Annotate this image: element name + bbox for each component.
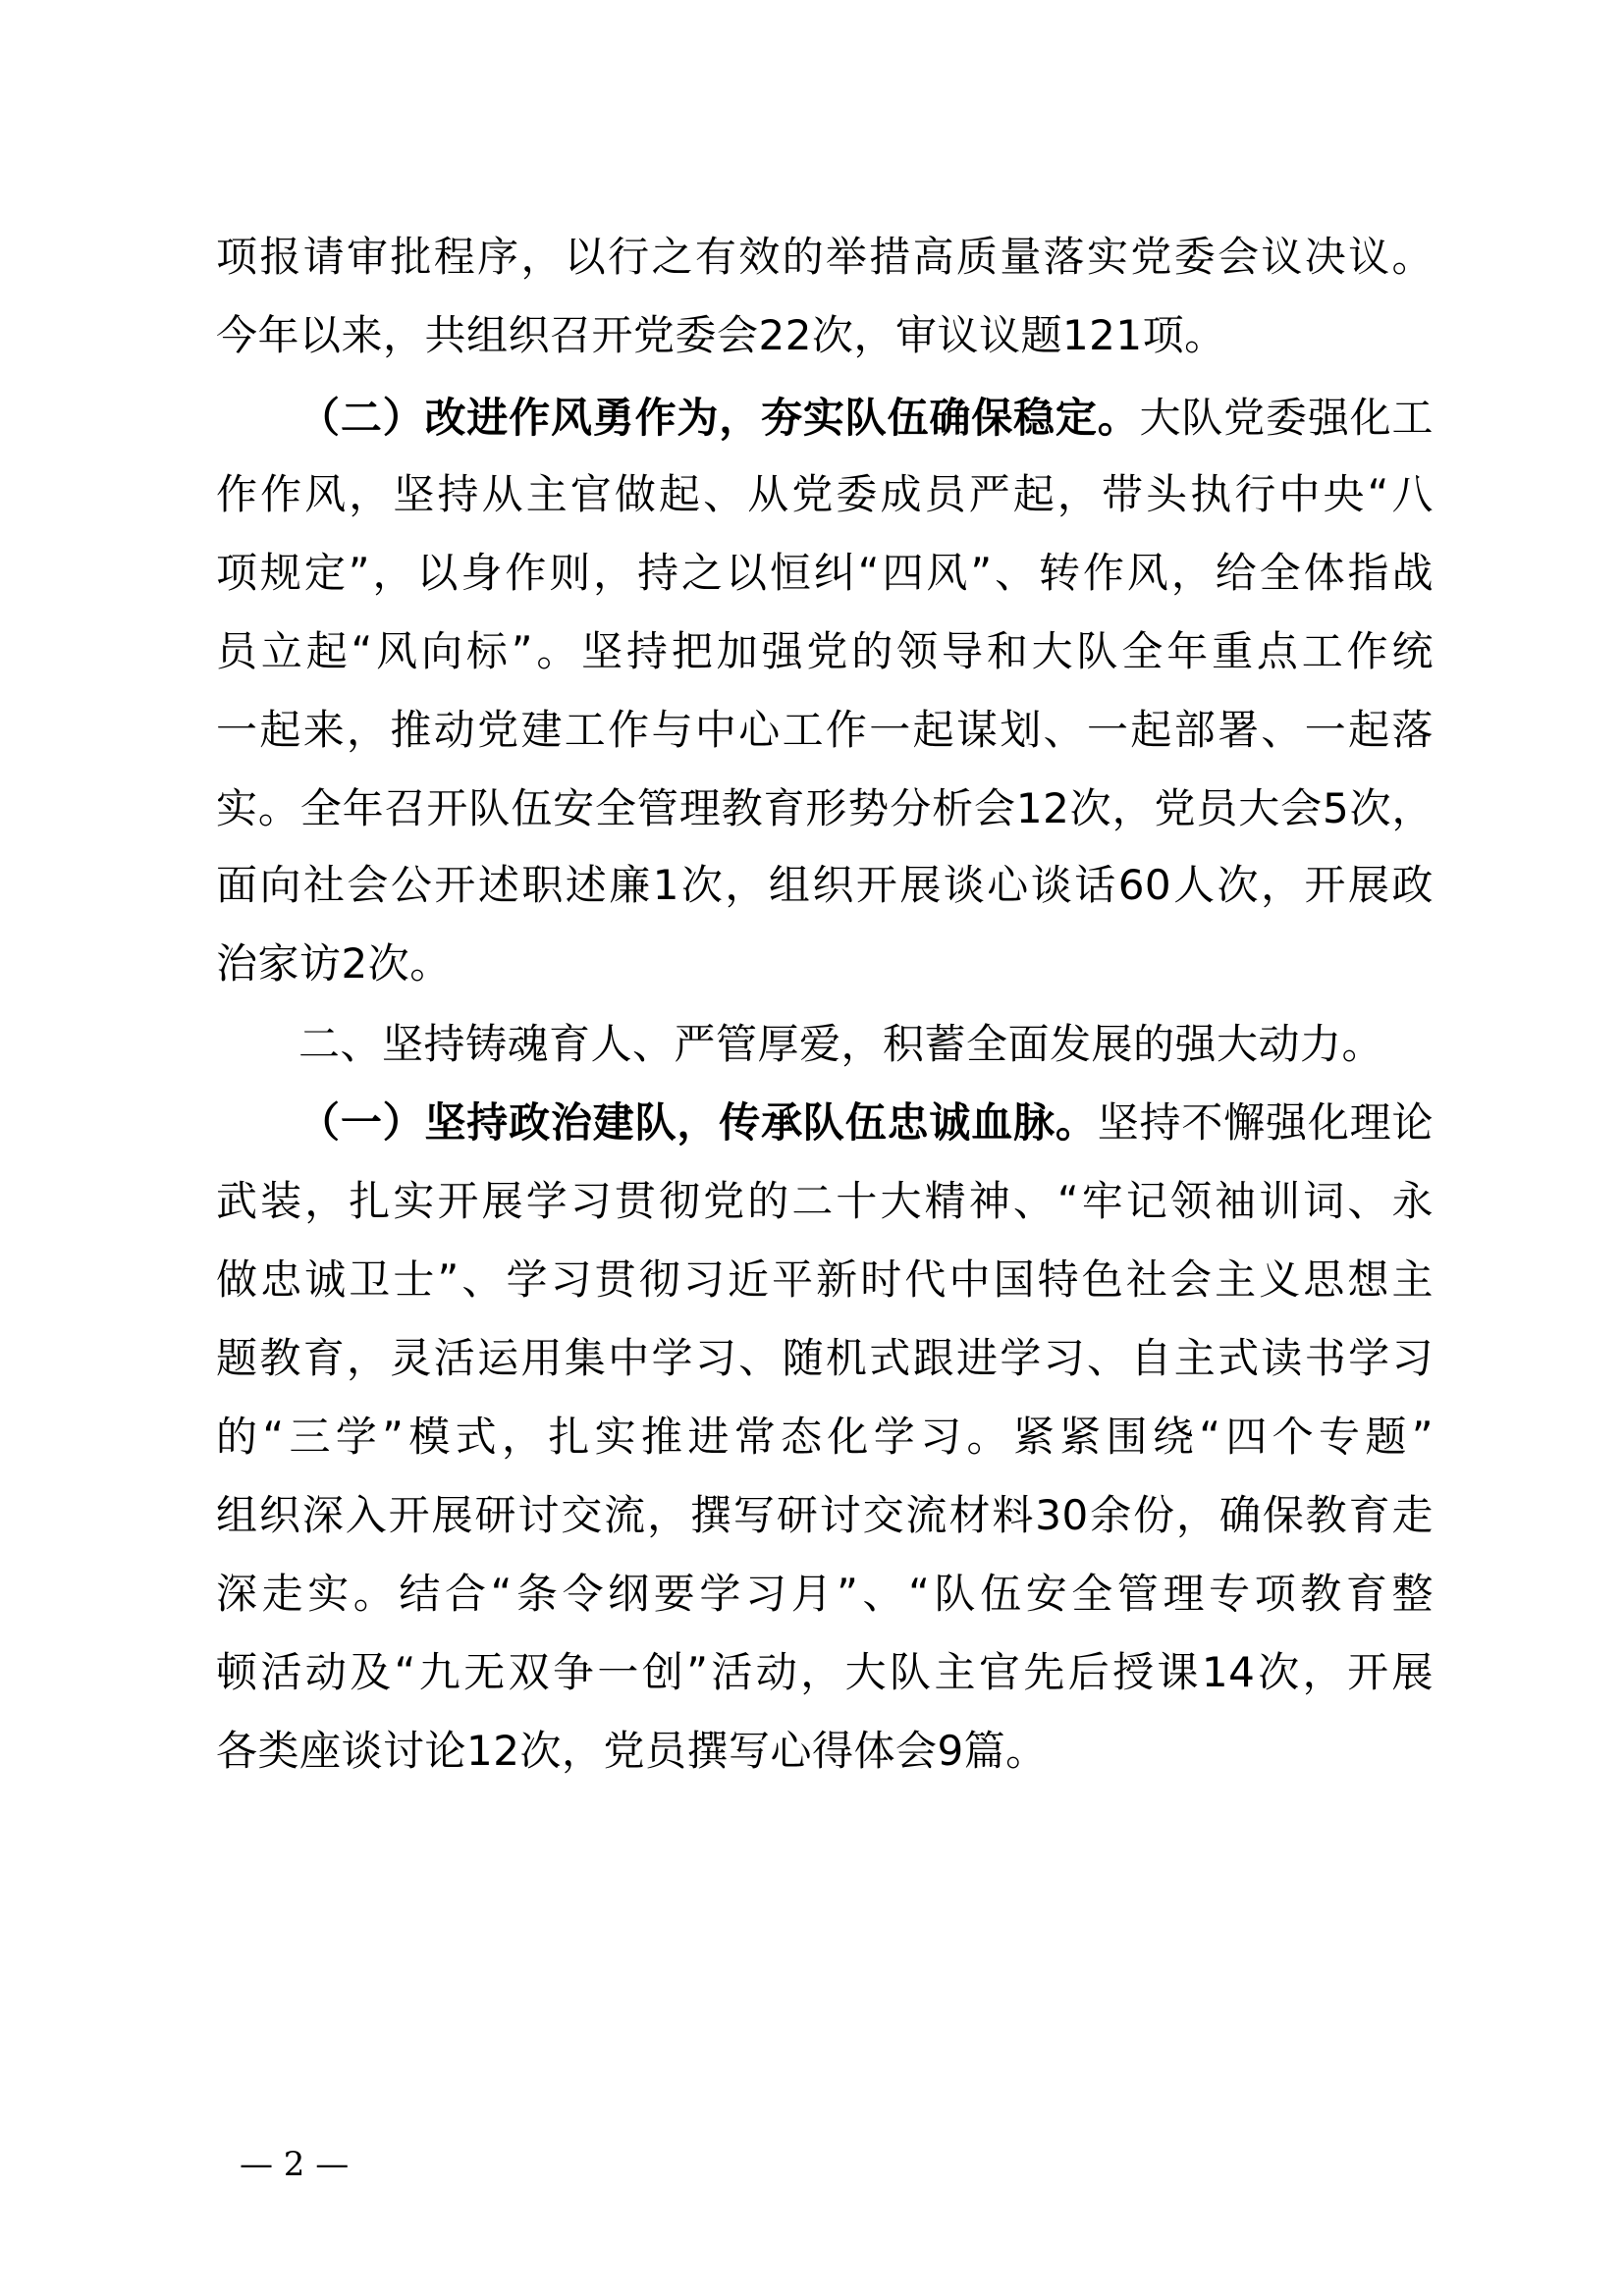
body-line: 组织深入开展研讨交流，撰写研讨交流材料30余份，确保教育走 xyxy=(216,1491,1434,1539)
body-line: 各类座谈讨论12次，党员撰写心得体会9篇。 xyxy=(216,1727,1048,1775)
paragraph-line xyxy=(298,383,1434,454)
body-line: 的“三学”模式，扎实推进常态化学习。紧紧围绕“四个专题” xyxy=(216,1413,1434,1461)
section-heading: （二）改进作风勇作为，夯实队伍确保稳定。 xyxy=(298,394,1140,442)
body-line: 做忠诚卫士”、学习贯彻习近平新时代中国特色社会主义思想主 xyxy=(216,1255,1434,1304)
body-line: 员立起“风向标”。坚持把加强党的领导和大队全年重点工作统 xyxy=(216,627,1434,675)
body-line: 面向社会公开述职述廉1次，组织开展谈心谈话60人次，开展政 xyxy=(216,861,1434,909)
body-line: 题教育，灵活运用集中学习、随机式跟进学习、自主式读书学习 xyxy=(216,1334,1434,1382)
body-text: 坚持不懈强化理论 xyxy=(1097,1098,1434,1147)
body-line: 深走实。结合“条令纲要学习月”、“队伍安全管理专项教育整 xyxy=(216,1570,1434,1618)
body-line: 实。全年召开队伍安全管理教育形势分析会12次，党员大会5次， xyxy=(216,784,1434,832)
body-line: 项报请审批程序，以行之有效的举措高质量落实党委会议决议。 xyxy=(216,233,1434,281)
body-line: 作作风，坚持从主官做起、从党委成员严起，带头执行中央“八 xyxy=(216,470,1434,518)
body-line: 治家访2次。 xyxy=(216,939,452,988)
section-heading: （一）坚持政治建队，传承队伍忠诚血脉。 xyxy=(298,1098,1098,1147)
page-number: — 2 — xyxy=(240,2145,350,2184)
paragraph-line xyxy=(298,1088,1434,1158)
body-line: 顿活动及“九无双争一创”活动，大队主官先后授课14次，开展 xyxy=(216,1648,1434,1696)
body-line: 今年以来，共组织召开党委会22次，审议议题121项。 xyxy=(216,311,1226,359)
body-line: 武装，扎实开展学习贯彻党的二十大精神、“牢记领袖训词、永 xyxy=(216,1177,1434,1225)
body-text: 大队党委强化工 xyxy=(1139,394,1434,442)
body-line: 一起来，推动党建工作与中心工作一起谋划、一起部署、一起落 xyxy=(216,706,1434,754)
section-title: 二、坚持铸魂育人、严管厚爱，积蓄全面发展的强大动力。 xyxy=(298,1020,1384,1068)
body-line: 项规定”，以身作则，持之以恒纠“四风”、转作风，给全体指战 xyxy=(216,549,1434,597)
